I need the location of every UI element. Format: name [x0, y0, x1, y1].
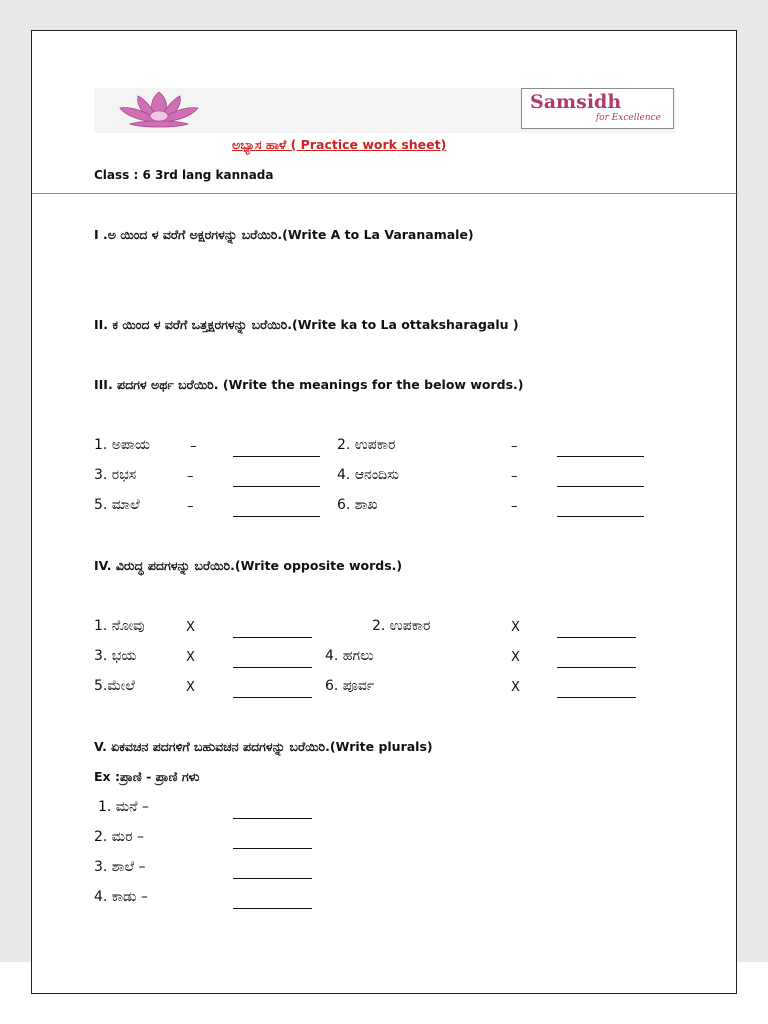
worksheet-page [31, 30, 737, 994]
dash: – [187, 469, 194, 484]
dash: – [187, 499, 194, 514]
x-mark: X [186, 650, 195, 665]
answer-blank[interactable] [233, 666, 312, 668]
answer-blank[interactable] [233, 877, 312, 879]
meaning-word-4: 4. ಆನಂದಿಸು [337, 467, 399, 483]
opposite-word-2: 2. ಉಪಕಾರ [372, 618, 431, 634]
plural-word-4: 4. ಕಾಡು – [94, 889, 148, 905]
opposite-word-1: 1. ನೋವು [94, 618, 145, 634]
brand-name: Samsidh [530, 91, 622, 113]
answer-blank[interactable] [557, 696, 636, 698]
section-3-heading: III. ಪದಗಳ ಅರ್ಥ ಬರೆಯಿರಿ. (Write the meanings for the below words.) [94, 377, 524, 392]
plural-example: Ex :ಪ್ರಾಣಿ - ಪ್ರಾಣಿ ಗಳು [94, 769, 200, 784]
x-mark: X [511, 680, 520, 695]
x-mark: X [511, 650, 520, 665]
answer-blank[interactable] [557, 515, 644, 517]
worksheet-title: ಅಭ್ಯಾಸ ಹಾಳೆ ( Practice work sheet) [232, 137, 447, 152]
class-info: Class : 6 3rd lang kannada [94, 168, 274, 182]
plural-word-1: 1. ಮನೆ – [98, 799, 149, 815]
answer-blank[interactable] [233, 696, 312, 698]
plural-word-2: 2. ಮರ – [94, 829, 144, 845]
x-mark: X [186, 680, 195, 695]
header-banner [94, 88, 676, 133]
dash: – [190, 439, 197, 454]
answer-blank[interactable] [557, 666, 636, 668]
answer-blank[interactable] [233, 817, 312, 819]
opposite-word-5: 5.ಮೇಲೆ [94, 678, 135, 694]
x-mark: X [186, 620, 195, 635]
dash: – [511, 439, 518, 454]
answer-blank[interactable] [233, 636, 312, 638]
dash: – [511, 469, 518, 484]
answer-blank[interactable] [233, 515, 320, 517]
x-mark: X [511, 620, 520, 635]
brand-logo [521, 88, 674, 129]
divider [32, 193, 738, 194]
section-4-heading: IV. ವಿರುದ್ಧ ಪದಗಳನ್ನು ಬರೆಯಿರಿ.(Write opposite words.) [94, 558, 403, 573]
answer-blank[interactable] [557, 455, 644, 457]
section-2-heading: II. ಕ ಯಿಂದ ಳ ವರೆಗೆ ಒತ್ತಕ್ಷರಗಳನ್ನು ಬರೆಯಿರಿ.(Write ka to La ottaksharagalu ) [94, 317, 519, 332]
dash: – [511, 499, 518, 514]
opposite-word-3: 3. ಭಯ [94, 648, 137, 664]
lotus-icon [116, 88, 202, 130]
plural-word-3: 3. ಶಾಲೆ – [94, 859, 146, 875]
answer-blank[interactable] [557, 636, 636, 638]
meaning-word-6: 6. ಶಾಖ [337, 497, 378, 513]
answer-blank[interactable] [233, 455, 320, 457]
opposite-word-6: 6. ಪೂರ್ವ [325, 678, 375, 694]
section-1-heading: I .ಅ ಯಿಂದ ಳ ವರೆಗೆ ಅಕ್ಷರಗಳನ್ನು ಬರೆಯಿರಿ.(Write A to La Varanamale) [94, 227, 474, 242]
section-5-heading: V. ಏಕವಚನ ಪದಗಳಿಗೆ ಬಹುವಚನ ಪದಗಳನ್ನು ಬರೆಯಿರಿ.(Write plurals) [94, 739, 433, 754]
answer-blank[interactable] [233, 485, 320, 487]
meaning-word-1: 1. ಅಪಾಯ [94, 437, 150, 453]
answer-blank[interactable] [557, 485, 644, 487]
meaning-word-3: 3. ರಭಸ [94, 467, 137, 483]
answer-blank[interactable] [233, 847, 312, 849]
answer-blank[interactable] [233, 907, 312, 909]
meaning-word-5: 5. ಮಾಲೆ [94, 497, 140, 513]
meaning-word-2: 2. ಉಪಕಾರ [337, 437, 396, 453]
brand-tagline: for Excellence [595, 113, 661, 123]
opposite-word-4: 4. ಹಗಲು [325, 648, 374, 664]
